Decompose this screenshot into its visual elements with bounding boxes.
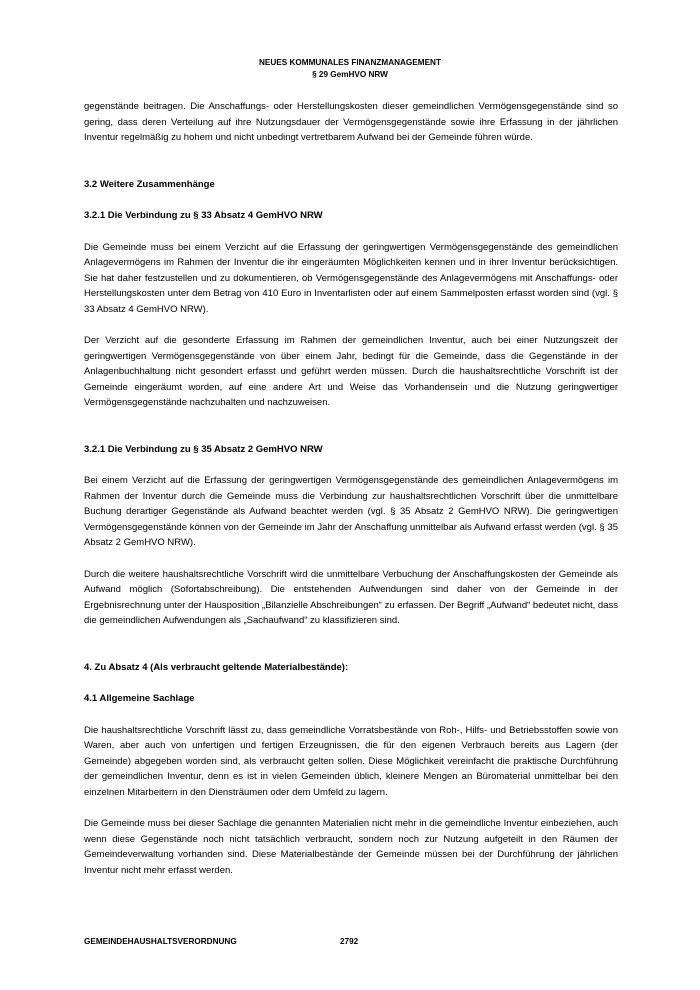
paragraph-vorratsbestaende: Die haushaltsrechtliche Vorschrift lässt zu, dass gemeindliche Vorratsbestände von Roh-, Hilfs- und Betriebsstoffen sowie von Waren, aber auch von unfertigen und fertigen Erzeugnissen, die für den eigenen Verbrauch bereits aus Lagern (der Gemeinde) abgegeben worden sind, als verbraucht gelten sollen. Diese Möglichkeit vereinfacht die praktische Durchführung der gemeindlichen Inventur, denn es ist in vielen Gemeinden üblich, kleinere Mengen an Büromaterial unmittelbar bei den einzelnen Mitarbeitern in den Diensträumen oder dem Umfeld zu lagern. (84, 724, 618, 798)
heading-3-2: 3.2 Weitere Zusammenhänge (84, 178, 215, 190)
header-subtitle: § 29 GemHVO NRW (312, 70, 388, 79)
heading-4: 4. Zu Absatz 4 (Als verbraucht geltende Materialbestände): (84, 661, 349, 673)
paragraph-verzicht-erfassung: Die Gemeinde muss bei einem Verzicht auf die Erfassung der geringwertigen Vermögensgegenstände des gemeindlichen Anlagevermögens im Rahmen der Inventur die ihr eingeräumten Möglichkeiten kennen und in ihrer Inventur berücksichtigen. Sie hat daher festzustellen und zu dokumentieren, ob Vermögensgegenstände des Anlagevermögens mit Anschaffungs- oder Herstellungskosten unter dem Betrag von 410 Euro in Inventarlisten oder auf einem Sammelposten erfasst worden sind (vgl. § 33 Absatz 4 GemHVO NRW). (84, 241, 618, 315)
page-footer (84, 936, 618, 948)
header-title: NEUES KOMMUNALES FINANZMANAGEMENT (259, 58, 441, 67)
paragraph-intro: gegenstände beitragen. Die Anschaffungs- oder Herstellungskosten dieser gemeindlichen Vermögensgegenstände sind so gering, dass deren Verteilung auf ihre Nutzungsdauer der Vermögensgegenstände sowie ihre Erfassung in der jährlichen Inventur regelmäßig zu hohem und nicht unbedingt vertretbarem Aufwand bei der Gemeinde führen würde. (84, 101, 618, 143)
heading-3-2-1-a: 3.2.1 Die Verbindung zu § 33 Absatz 4 GemHVO NRW (84, 210, 323, 221)
heading-4-1: 4.1 Allgemeine Sachlage (84, 693, 195, 704)
paragraph-verbindung-35: Bei einem Verzicht auf die Erfassung der geringwertigen Vermögensgegenstände des gemeindlichen Anlagevermögens im Rahmen der Inventur durch die Gemeinde muss die Verbindung zur haushaltsrechtlichen Vorschrift über die unmittelbare Buchung derartiger Gegenstände als Aufwand beachtet werden (vgl. § 35 Absatz 2 GemHVO NRW). Die geringwertigen Vermögensgegenstände können von der Gemeinde im Jahr der Anschaffung unmittelbar als Aufwand erfasst werden (vgl. § 35 Absatz 2 GemHVO NRW). (84, 475, 618, 548)
paragraph-materialbestaende: Die Gemeinde muss bei dieser Sachlage die genannten Materialien nicht mehr in die gemeindliche Inventur einbeziehen, auch wenn diese Gegenstände noch nicht tatsächlich verbraucht, sondern noch zur Nutzung aufgeteilt in den Räumen der Gemeindeverwaltung vorhanden sind. Diese Materialbestände der Gemeinde müssen bei der Durchführung der jährlichen Inventur nicht mehr erfasst werden. (84, 818, 618, 876)
page-number: 2792 (340, 937, 359, 946)
page-header (0, 57, 700, 81)
heading-3-2-1-b: 3.2.1 Die Verbindung zu § 35 Absatz 2 GemHVO NRW (84, 443, 323, 455)
paragraph-sofortabschreibung: Durch die weitere haushaltsrechtliche Vorschrift wird die unmittelbare Verbuchung der Anschaffungskosten der Gemeinde als Aufwand möglich (Sofortabschreibung). Die entstehenden Aufwendungen sind daher von der Gemeinde in der Ergebnisrechnung unter der Hausposition „Bilanzielle Abschreibungen“ zu erfassen. Der Begriff „Aufwand“ bedeutet nicht, dass die gemeindlichen Aufwendungen als „Sachaufwand“ zu klassifizieren sind. (84, 568, 618, 626)
footer-title: GEMEINDEHAUSHALTSVERORDNUNG (84, 937, 237, 946)
paragraph-gesonderte-erfassung: Der Verzicht auf die gesonderte Erfassung im Rahmen der gemeindlichen Inventur, auch bei einer Nutzungszeit der geringwertigen Vermögensgegenstände von über einem Jahr, bedingt für die Gemeinde, dass die Gegenstände in der Anlagenbuchhaltung nicht gesondert erfasst und geführt werden müssen. Durch die haushaltsrechtliche Vorschrift ist der Gemeinde eingeräumt worden, auf eine andere Art und Weise das Vorhandensein und die Nutzung geringwertiger Vermögensgegenstände nachzuhalten und nachzuweisen. (84, 335, 618, 408)
page-content (84, 99, 618, 878)
